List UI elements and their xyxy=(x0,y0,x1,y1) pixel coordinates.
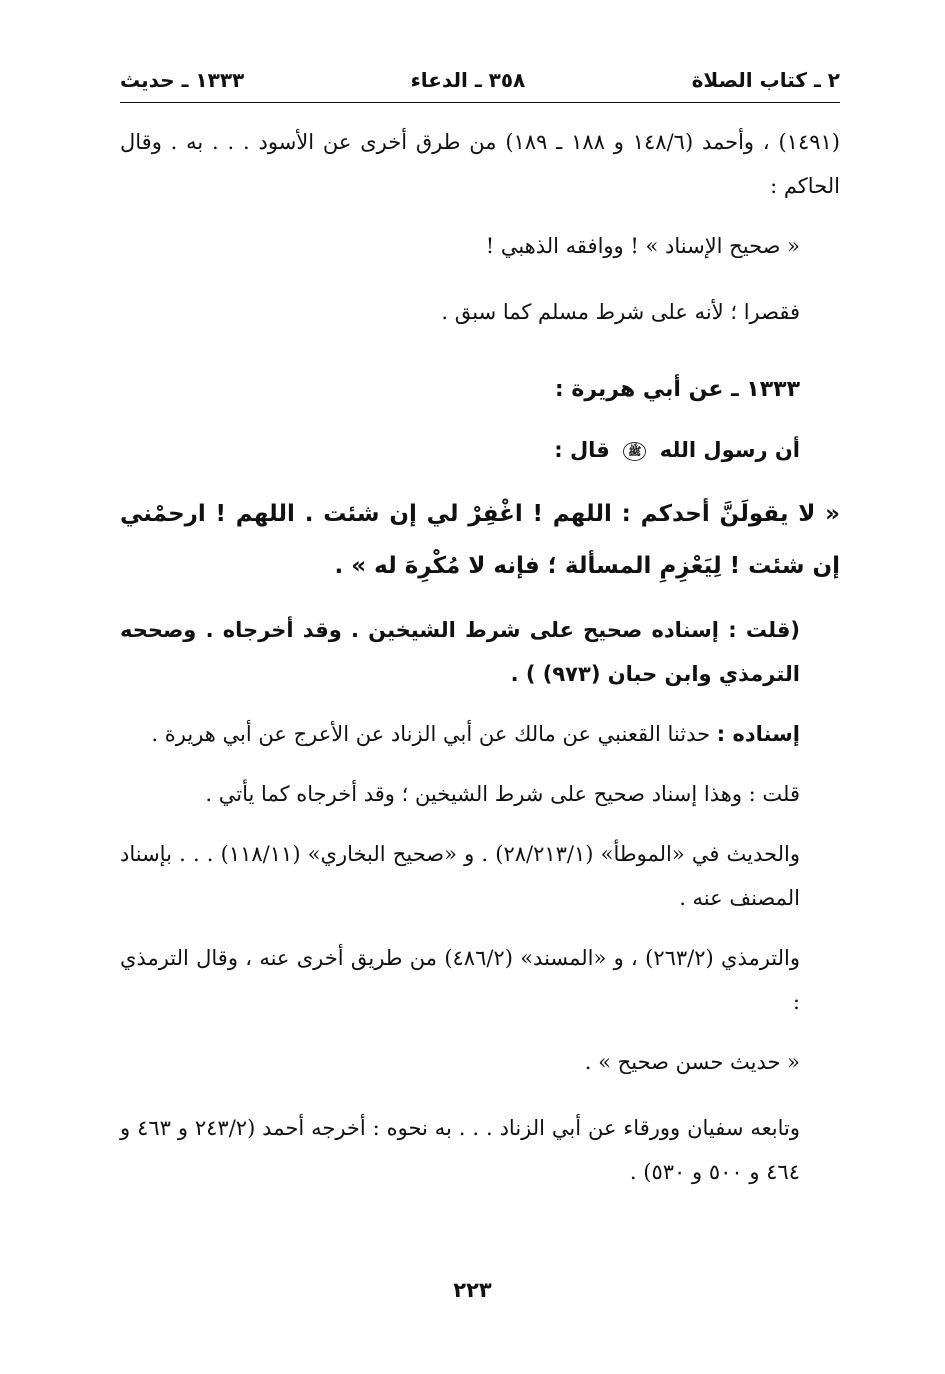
isnad-label: إسناده : xyxy=(716,722,800,746)
header-divider xyxy=(120,102,840,103)
quote-hasan-sahih: « حديث حسن صحيح » . xyxy=(584,1050,800,1074)
isnad-paragraph xyxy=(120,712,840,756)
page-number: ٢٢٣ xyxy=(453,1278,492,1302)
page-body xyxy=(120,120,840,1210)
running-header xyxy=(120,58,840,92)
isnad-text: حدثنا القعنبي عن مالك عن أبي الزناد عن الأعرج عن أبي هريرة . xyxy=(151,722,711,746)
header-book-title: ٢ ـ كتاب الصلاة xyxy=(691,68,840,92)
paragraph-tirmidhi: والترمذي (٢٦٣/٢) ، و «المسند» (٤٨٦/٢) من طريق أخرى عنه ، وقال الترمذي : xyxy=(120,946,801,1014)
narration-intro xyxy=(120,428,840,472)
hadith-heading: ١٣٣٣ ـ عن أبي هريرة : xyxy=(554,377,800,402)
narration-intro-start: أن رسول الله xyxy=(659,438,800,462)
paragraph-hakim-source: (١٤٩١) ، وأحمد (١٤٨/٦ و ١٨٨ ـ ١٨٩) من طرق أخرى عن الأسود . . . به . وقال الحاكم : xyxy=(120,130,840,198)
narration-intro-end: قال : xyxy=(554,438,610,462)
salawat-icon: ﷺ xyxy=(623,442,646,461)
header-chapter: ٣٥٨ ـ الدعاء xyxy=(410,68,526,92)
quote-hakim: « صحيح الإسناد » ! ووافقه الذهبي ! xyxy=(485,234,800,258)
grading-note: (قلت : إسناده صحيح على شرط الشيخين . وقد أخرجاه . وصححه الترمذي وابن حبان (٩٧٣) ) . xyxy=(120,618,800,686)
paragraph-qult: قلت : وهذا إسناد صحيح على شرط الشيخين ؛ وقد أخرجاه كما يأتي . xyxy=(205,782,800,806)
paragraph-critique: فقصرا ؛ لأنه على شرط مسلم كما سبق . xyxy=(441,300,800,324)
paragraph-mutaba: وتابعه سفيان وورقاء عن أبي الزناد . . . به نحوه : أخرجه أحمد (٢٤٣/٢ و ٤٦٣ و ٤٦٤ و ٥٠٠ و ٥٣٠) . xyxy=(120,1116,800,1184)
header-hadith-ref: ١٣٣٣ ـ حديث xyxy=(120,68,245,92)
hadith-text: « لا يقولَنَّ أحدكم : اللهم ! اغْفِرْ لي إن شئت . اللهم ! ارحمْني إن شئت ! لِيَعْزِمِ المسألة ؛ فإنه لا مُكْرِهَ له » . xyxy=(120,501,840,579)
paragraph-hadith-source: والحديث في «الموطأ» (٢٨/٢١٣/١) . و «صحيح البخاري» (١١٨/١١) . . . بإسناد المصنف عنه . xyxy=(120,842,800,910)
